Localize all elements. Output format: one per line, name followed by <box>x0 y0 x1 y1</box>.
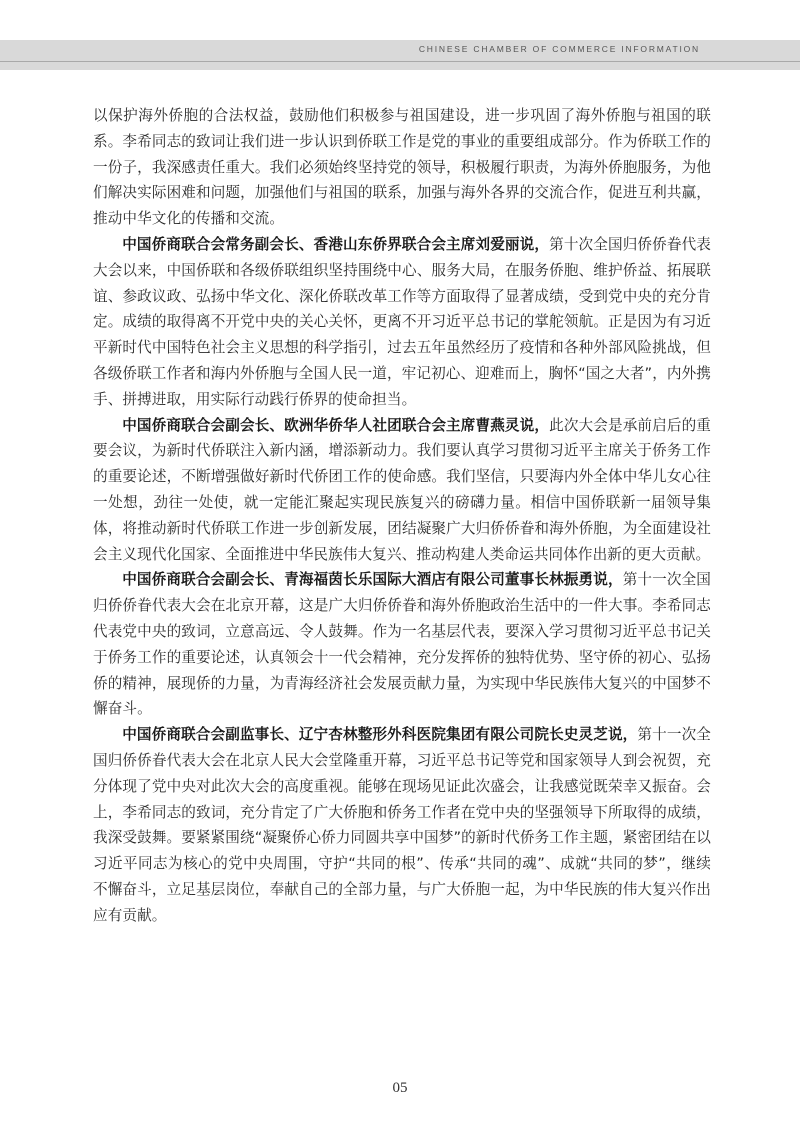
paragraph-quote <box>93 232 711 413</box>
paragraph-quote <box>93 567 711 722</box>
paragraph-text: 第十一次全国归侨侨眷代表大会在北京开幕，这是广大归侨侨眷和海外侨胞政治生活中的一件大事。李希同志代表党中央的致词，立意高远、令人鼓舞。作为一名基层代表，要深入学习贯彻习近平总书记关于侨务工作的重要论述，认真领会十一代会精神，充分发挥侨的独特优势、坚守侨的初心、弘扬侨的精神，展现侨的力量，为青海经济社会发展贡献力量，为实现中华民族伟大复兴的中国梦不懈奋斗。 <box>93 571 712 718</box>
running-title: CHINESE CHAMBER OF COMMERCE INFORMATION <box>418 44 700 54</box>
speaker-attribution: 中国侨商联合会副监事长、辽宁杏林整形外科医院集团有限公司院长史灵芝说， <box>122 726 638 744</box>
paragraph-text: 以保护海外侨胞的合法权益，鼓励他们积极参与祖国建设，进一步巩固了海外侨胞与祖国的联系。李希同志的致词让我们进一步认识到侨联工作是党的事业的重要组成部分。作为侨联工作的一份子，我深感责任重大。我们必须始终坚持党的领导，积极履行职责，为海外侨胞服务，为他们解决实际困难和问题，加强他们与祖国的联系，加强与海外各界的交流合作，促进互利共赢，推动中华文化的传播和交流。 <box>93 107 711 228</box>
speaker-attribution: 中国侨商联合会副会长、欧洲华侨华人社团联合会主席曹燕灵说， <box>122 416 550 434</box>
paragraph-quote <box>93 413 711 568</box>
paragraph-text: 第十一次全国归侨侨眷代表大会在北京人民大会堂隆重开幕，习近平总书记等党和国家领导人到会祝贺，充分体现了党中央对此次大会的高度重视。能够在现场见证此次盛会，让我感觉既荣幸又振奋。会上，李希同志的致词，充分肯定了广大侨胞和侨务工作者在党中央的坚强领导下所取得的成绩，我深受鼓舞。要紧紧围绕“凝聚侨心侨力同圆共享中国梦”的新时代侨务工作主题，紧密团结在以习近平同志为核心的党中央周围，守护“共同的根”、传承“共同的魂”、成就“共同的梦”，继续不懈奋斗，立足基层岗位，奉献自己的全部力量，与广大侨胞一起，为中华民族的伟大复兴作出应有贡献。 <box>93 726 711 924</box>
article-body <box>93 103 711 929</box>
paragraph-text: 此次大会是承前启后的重要会议，为新时代侨联注入新内涵，增添新动力。我们要认真学习贯彻习近平主席关于侨务工作的重要论述，不断增强做好新时代侨团工作的使命感。我们坚信，只要海内外全体中华儿女心往一处想，劲往一处使，就一定能汇聚起实现民族复兴的磅礴力量。相信中国侨联新一届领导集体，将推动新时代侨联工作进一步创新发展，团结凝聚广大归侨侨眷和海外侨胞，为全面建设社会主义现代化国家、全面推进中华民族伟大复兴、推动构建人类命运共同体作出新的更大贡献。 <box>93 416 711 563</box>
paragraph-quote <box>93 722 711 928</box>
paragraph-continued <box>93 103 711 232</box>
page-number: 05 <box>392 1080 408 1096</box>
speaker-attribution: 中国侨商联合会常务副会长、香港山东侨界联合会主席刘爱丽说， <box>122 235 550 253</box>
speaker-attribution: 中国侨商联合会副会长、青海福茵长乐国际大酒店有限公司董事长林振勇说， <box>122 571 623 589</box>
paragraph-text: 第十次全国归侨侨眷代表大会以来，中国侨联和各级侨联组织坚持围绕中心、服务大局，在服务侨胞、维护侨益、拓展联谊、参政议政、弘扬中华文化、深化侨联改革工作等方面取得了显著成绩，受到党中央的充分肯定。成绩的取得离不开党中央的关心关怀，更离不开习近平总书记的掌舵领航。正是因为有习近平新时代中国特色社会主义思想的科学指引，过去五年虽然经历了疫情和各种外部风险挑战，但各级侨联工作者和海内外侨胞与全国人民一道，牢记初心、迎难而上，胸怀“国之大者”，内外携手、拼搏进取，用实际行动践行侨界的使命担当。 <box>93 235 711 408</box>
header-divider <box>0 61 800 62</box>
